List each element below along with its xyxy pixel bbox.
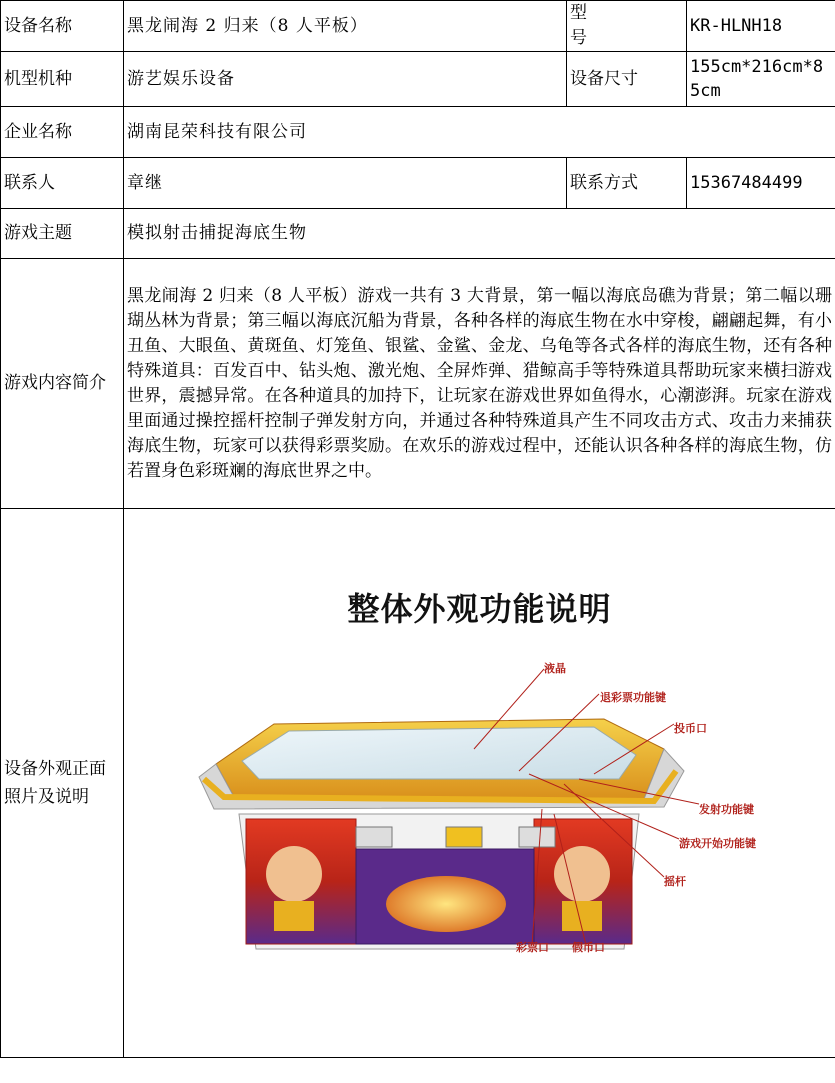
callout-lcd: 液晶 xyxy=(544,662,566,675)
model-value: KR-HLNH18 xyxy=(687,1,835,52)
size-value: 155cm*216cm*85cm xyxy=(687,52,835,107)
callout-ticket-outlet: 彩票口 xyxy=(516,941,549,954)
model-label-text: 型号 xyxy=(570,3,641,48)
callout-ticket-return: 退彩票功能键 xyxy=(600,691,666,704)
device-name-value: 黑龙闹海 2 归来（8 人平板） xyxy=(124,1,567,52)
row-intro xyxy=(1,259,835,509)
theme-value: 模拟射击捕捉海底生物 xyxy=(124,209,835,259)
contact-value: 章继 xyxy=(124,158,567,209)
machine-illustration xyxy=(124,509,835,1058)
intro-label: 游戏内容简介 xyxy=(1,259,124,509)
row-photo xyxy=(1,509,835,1058)
model-label xyxy=(567,1,687,52)
company-label: 企业名称 xyxy=(1,107,124,158)
row-contact xyxy=(1,158,835,209)
photo-label: 设备外观正面照片及说明 xyxy=(1,509,124,1058)
intro-text: 黑龙闹海 2 归来（8 人平板）游戏一共有 3 大背景，第一幅以海底岛礁为背景；第二幅以珊瑚丛林为背景；第三幅以海底沉船为背景，各种各样的海底生物在水中穿梭，翩翩起舞，有小丑鱼、大眼鱼、黄斑鱼、灯笼鱼、银鲨、金鲨、金龙、乌龟等各式各样的海底生物，还有各种特殊道具：百发百中、钻头炮、激光炮、全屏炸弹、猎鲸高手等特殊道具帮助玩家来横扫游戏世界，震撼异常。在各种道具的加持下，让玩家在游戏世界如鱼得水，心潮澎湃。玩家在游戏里面通过操控摇杆控制子弹发射方向，并通过各种特殊道具产生不同攻击方式、攻击力来捕获海底生物，玩家可以获得彩票奖励。在欢乐的游戏过程中，还能认识各种各样的海底生物，仿若置身色彩斑斓的海底世界之中。 xyxy=(124,259,835,509)
callout-fire: 发射功能键 xyxy=(699,803,754,816)
callout-start: 游戏开始功能键 xyxy=(679,837,756,850)
contact-label: 联系人 xyxy=(1,158,124,209)
callout-joystick: 摇杆 xyxy=(664,875,686,888)
machine-type-value: 游艺娱乐设备 xyxy=(124,52,567,107)
theme-label: 游戏主题 xyxy=(1,209,124,259)
size-label: 设备尺寸 xyxy=(567,52,687,107)
row-theme xyxy=(1,209,835,259)
callout-fake-coin: 假币口 xyxy=(572,941,605,954)
callout-coin-slot: 投币口 xyxy=(674,722,707,735)
phone-value: 15367484499 xyxy=(687,158,835,209)
row-device-name xyxy=(1,1,835,52)
photo-cell xyxy=(124,509,835,1058)
phone-label: 联系方式 xyxy=(567,158,687,209)
device-name-label: 设备名称 xyxy=(1,1,124,52)
figure-title: 整体外观功能说明 xyxy=(347,590,612,628)
machine-type-label: 机型机种 xyxy=(1,52,124,107)
company-value: 湖南昆荣科技有限公司 xyxy=(124,107,835,158)
table-top xyxy=(199,719,684,809)
cabinet-body xyxy=(239,814,639,949)
machine-figure xyxy=(124,509,835,1057)
row-company xyxy=(1,107,835,158)
row-machine-type xyxy=(1,52,835,107)
